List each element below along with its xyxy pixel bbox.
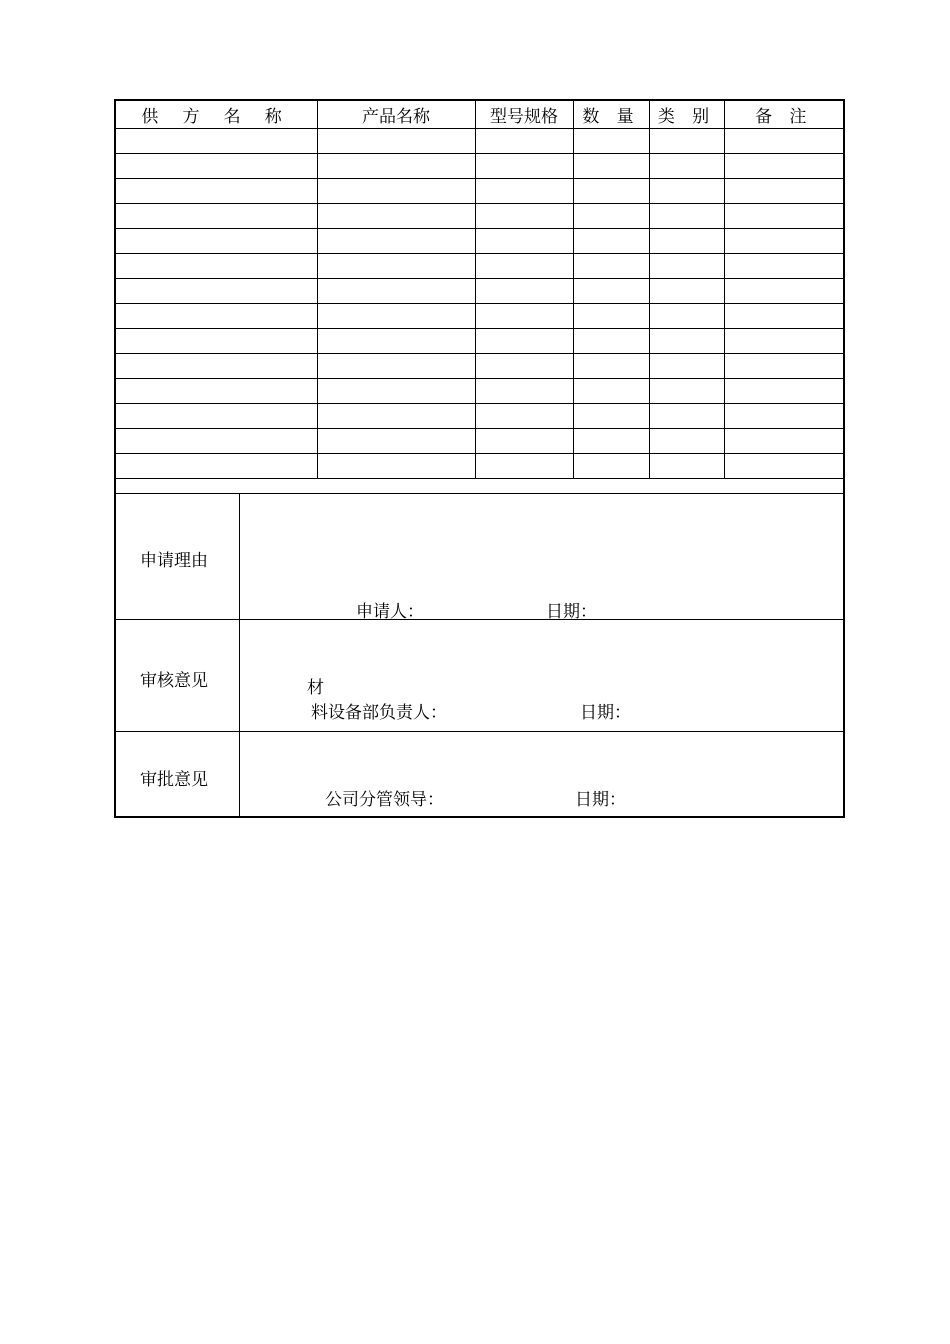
table-cell[interactable] bbox=[573, 153, 649, 178]
table-row bbox=[116, 203, 843, 228]
table-row bbox=[116, 253, 843, 278]
table-cell[interactable] bbox=[317, 303, 475, 328]
table-cell[interactable] bbox=[724, 303, 843, 328]
applicant-label: 申请人： bbox=[356, 602, 424, 622]
review-text-line1: 材 bbox=[307, 678, 324, 698]
table-cell[interactable] bbox=[475, 178, 573, 203]
table-cell[interactable] bbox=[317, 203, 475, 228]
table-cell[interactable] bbox=[317, 403, 475, 428]
approval-date-label: 日期： bbox=[575, 790, 626, 810]
table-cell[interactable] bbox=[724, 453, 843, 478]
table-cell[interactable] bbox=[724, 178, 843, 203]
table-cell[interactable] bbox=[724, 203, 843, 228]
table-cell[interactable] bbox=[116, 353, 317, 378]
table-cell[interactable] bbox=[724, 403, 843, 428]
table-cell[interactable] bbox=[649, 153, 724, 178]
table-cell[interactable] bbox=[649, 253, 724, 278]
table-cell[interactable] bbox=[475, 428, 573, 453]
table-cell[interactable] bbox=[649, 203, 724, 228]
table-cell[interactable] bbox=[116, 328, 317, 353]
table-header-row bbox=[116, 101, 843, 128]
table-cell[interactable] bbox=[724, 278, 843, 303]
table-cell[interactable] bbox=[116, 253, 317, 278]
table-cell[interactable] bbox=[475, 228, 573, 253]
table-row bbox=[116, 278, 843, 303]
table-cell[interactable] bbox=[573, 378, 649, 403]
approval-section bbox=[116, 731, 843, 816]
table-cell[interactable] bbox=[724, 428, 843, 453]
reason-section bbox=[116, 493, 843, 622]
table-cell[interactable] bbox=[724, 328, 843, 353]
table-cell[interactable] bbox=[317, 278, 475, 303]
table-cell[interactable] bbox=[724, 353, 843, 378]
table-cell[interactable] bbox=[475, 278, 573, 303]
table-row bbox=[116, 403, 843, 428]
reason-date-label: 日期： bbox=[546, 602, 597, 622]
table-row bbox=[116, 353, 843, 378]
table-cell[interactable] bbox=[317, 353, 475, 378]
procurement-request-form bbox=[114, 99, 845, 818]
header-product-name: 产品名称 bbox=[317, 101, 475, 128]
table-cell[interactable] bbox=[649, 328, 724, 353]
table-cell[interactable] bbox=[573, 253, 649, 278]
table-cell[interactable] bbox=[116, 278, 317, 303]
table-body bbox=[116, 128, 843, 478]
table-cell[interactable] bbox=[573, 178, 649, 203]
table-cell[interactable] bbox=[475, 403, 573, 428]
table-row bbox=[116, 378, 843, 403]
table-row bbox=[116, 328, 843, 353]
header-model-spec: 型号规格 bbox=[475, 101, 573, 128]
table-cell[interactable] bbox=[475, 203, 573, 228]
table-cell[interactable] bbox=[116, 128, 317, 153]
header-remarks: 备 注 bbox=[724, 101, 843, 128]
review-label: 审核意见 bbox=[140, 671, 208, 691]
table-cell[interactable] bbox=[724, 153, 843, 178]
table-cell[interactable] bbox=[317, 178, 475, 203]
header-category: 类 别 bbox=[649, 101, 724, 128]
reason-label-cell bbox=[116, 494, 240, 619]
table-cell[interactable] bbox=[724, 228, 843, 253]
table-cell[interactable] bbox=[649, 128, 724, 153]
table-cell[interactable] bbox=[475, 128, 573, 153]
table-row bbox=[116, 303, 843, 328]
table-cell[interactable] bbox=[573, 403, 649, 428]
table-cell[interactable] bbox=[649, 403, 724, 428]
table-cell[interactable] bbox=[573, 278, 649, 303]
table-cell[interactable] bbox=[475, 353, 573, 378]
table-cell[interactable] bbox=[475, 328, 573, 353]
table-row bbox=[116, 128, 843, 153]
table-cell[interactable] bbox=[317, 378, 475, 403]
table-cell[interactable] bbox=[649, 303, 724, 328]
table-cell[interactable] bbox=[116, 178, 317, 203]
table-cell[interactable] bbox=[475, 303, 573, 328]
table-cell[interactable] bbox=[475, 378, 573, 403]
table-cell[interactable] bbox=[475, 253, 573, 278]
approval-label-cell bbox=[116, 732, 240, 816]
table-cell[interactable] bbox=[573, 353, 649, 378]
review-date-label: 日期： bbox=[580, 703, 631, 723]
header-supplier-name: 供 方 名 称 bbox=[116, 101, 317, 128]
table-cell[interactable] bbox=[317, 428, 475, 453]
approval-label: 审批意见 bbox=[140, 770, 208, 790]
table-cell[interactable] bbox=[649, 428, 724, 453]
table-cell[interactable] bbox=[317, 453, 475, 478]
table-row bbox=[116, 228, 843, 253]
table-cell[interactable] bbox=[116, 303, 317, 328]
table-cell[interactable] bbox=[116, 428, 317, 453]
table-cell[interactable] bbox=[475, 453, 573, 478]
review-label-cell bbox=[116, 620, 240, 731]
table-cell[interactable] bbox=[573, 303, 649, 328]
table-cell[interactable] bbox=[649, 228, 724, 253]
table-row bbox=[116, 153, 843, 178]
table-cell[interactable] bbox=[724, 253, 843, 278]
table-cell[interactable] bbox=[116, 228, 317, 253]
table-cell[interactable] bbox=[649, 378, 724, 403]
approval-signer-label: 公司分管领导： bbox=[325, 790, 444, 810]
table-cell[interactable] bbox=[573, 453, 649, 478]
header-quantity: 数 量 bbox=[573, 101, 649, 128]
table-row bbox=[116, 428, 843, 453]
table-cell[interactable] bbox=[573, 428, 649, 453]
table-cell[interactable] bbox=[649, 353, 724, 378]
table-cell[interactable] bbox=[317, 228, 475, 253]
table-row bbox=[116, 178, 843, 203]
items-table bbox=[116, 101, 843, 479]
table-cell[interactable] bbox=[317, 328, 475, 353]
table-cell[interactable] bbox=[116, 378, 317, 403]
table-cell[interactable] bbox=[116, 453, 317, 478]
table-cell[interactable] bbox=[649, 178, 724, 203]
table-cell[interactable] bbox=[724, 378, 843, 403]
table-cell[interactable] bbox=[649, 453, 724, 478]
table-cell[interactable] bbox=[116, 403, 317, 428]
table-cell[interactable] bbox=[475, 153, 573, 178]
table-cell[interactable] bbox=[317, 253, 475, 278]
table-cell[interactable] bbox=[116, 153, 317, 178]
table-cell[interactable] bbox=[649, 278, 724, 303]
table-cell[interactable] bbox=[317, 153, 475, 178]
table-cell[interactable] bbox=[573, 203, 649, 228]
table-cell[interactable] bbox=[317, 128, 475, 153]
table-cell[interactable] bbox=[573, 228, 649, 253]
table-cell[interactable] bbox=[573, 328, 649, 353]
table-cell[interactable] bbox=[116, 203, 317, 228]
reason-label: 申请理由 bbox=[140, 551, 208, 571]
table-cell[interactable] bbox=[724, 128, 843, 153]
review-section bbox=[116, 619, 843, 731]
review-signer-label: 料设备部负责人： bbox=[311, 703, 447, 723]
table-cell[interactable] bbox=[573, 128, 649, 153]
table-row bbox=[116, 453, 843, 478]
